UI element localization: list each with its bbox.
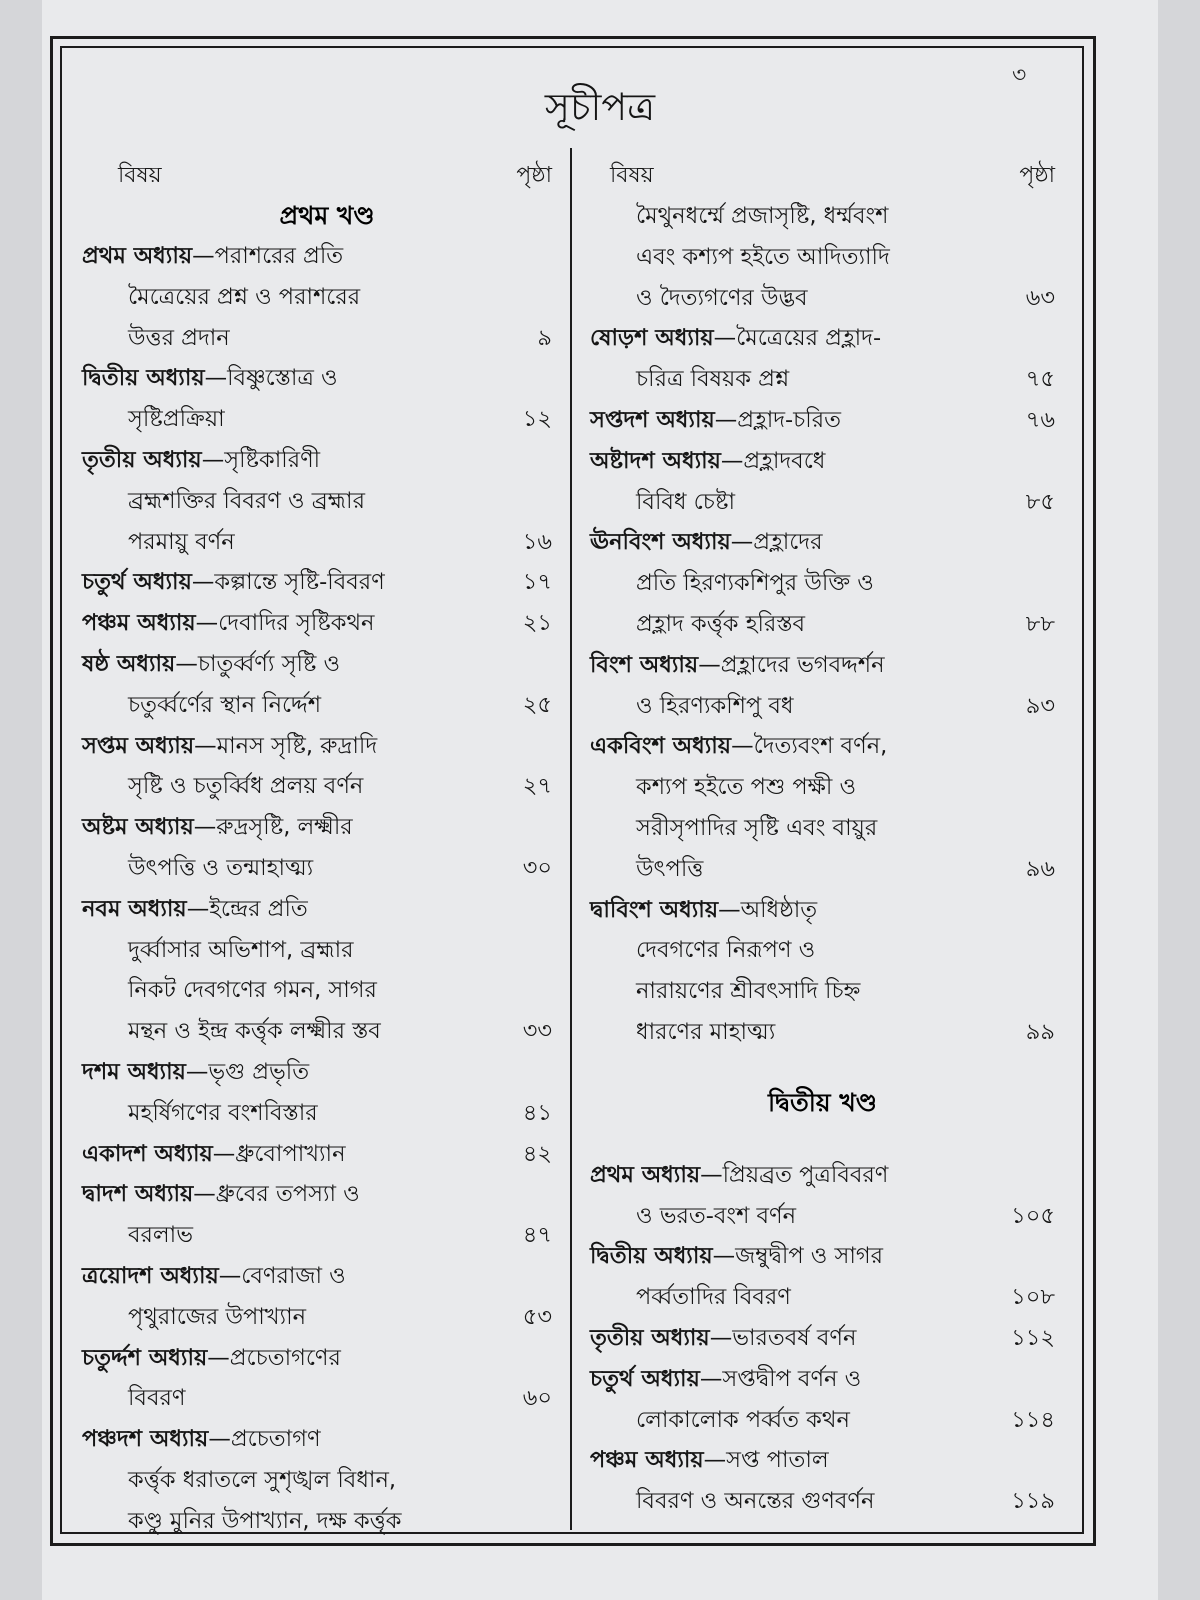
toc-entry-text — [128, 318, 230, 359]
chapter-heading: বিংশ অধ্যায় — [590, 651, 699, 678]
chapter-description: —প্রচেতাগণের — [207, 1344, 341, 1371]
toc-entry — [590, 400, 1055, 441]
toc-entry-text — [636, 604, 805, 645]
chapter-heading: চতুর্থ অধ্যায় — [590, 1365, 700, 1392]
chapter-description: চরিত্র বিষয়ক প্রশ্ন — [636, 366, 790, 393]
toc-page-number: ১২ — [522, 406, 552, 433]
toc-entry-text — [636, 1481, 874, 1522]
toc-entry — [590, 1277, 1055, 1318]
chapter-description: পরমায়ু বর্ণন — [128, 528, 235, 555]
toc-entry-text — [128, 766, 363, 807]
chapter-description: লোকালোক পর্ব্বত কথন — [636, 1406, 850, 1433]
chapter-description: —প্রহ্লাদবধে — [720, 447, 826, 474]
toc-entry-text — [636, 359, 789, 400]
toc-entry-text — [636, 1277, 791, 1318]
chapter-description: —প্রচেতাগণ — [208, 1426, 321, 1453]
toc-entry — [82, 1256, 552, 1297]
chapter-description: মৈত্রেয়ের প্রশ্ন ও পরাশরের — [128, 283, 361, 310]
toc-entry-text — [82, 358, 338, 399]
chapter-description: —ভৃগু প্রভৃতি — [185, 1058, 310, 1085]
toc-page-number: ২১ — [522, 610, 552, 637]
chapter-description: দুর্ব্বাসার অভিশাপ, ব্রহ্মার — [128, 936, 354, 963]
chapter-description: প্রহ্লাদ কর্ত্তৃক হরিস্তব — [636, 610, 806, 637]
chapter-heading: দ্বাদশ অধ্যায় — [82, 1181, 194, 1208]
toc-entry — [82, 603, 552, 644]
left-column — [82, 156, 552, 1542]
toc-entry-text — [82, 1134, 346, 1175]
toc-entry-text — [128, 685, 321, 726]
chapter-heading: চতুর্দ্দশ অধ্যায় — [82, 1344, 208, 1371]
toc-page-number: ১১৪ — [1011, 1406, 1055, 1433]
toc-page-number: ৭৬ — [1025, 406, 1055, 433]
chapter-heading: পঞ্চদশ অধ্যায় — [82, 1426, 209, 1453]
chapter-description: সৃষ্টি ও চতুর্ব্বিধ প্রলয় বর্ণন — [128, 773, 364, 800]
toc-page-number: ১১৯ — [1011, 1488, 1055, 1515]
chapter-description: উৎপত্তি — [636, 855, 704, 882]
chapter-description: —সপ্তদ্বীপ বর্ণন ও — [699, 1365, 862, 1392]
chapter-description: দেবগণের নিরূপণ ও — [636, 937, 816, 964]
chapter-description: —দৈত্যবংশ বর্ণন, — [731, 733, 888, 760]
toc-page-number: ১৬ — [522, 528, 552, 555]
page-title: সূচীপত্র — [544, 85, 656, 129]
toc-entry-text — [590, 1318, 856, 1359]
chapter-heading: সপ্তম অধ্যায় — [82, 732, 195, 759]
toc-entry-text — [128, 481, 365, 522]
chapter-description: সৃষ্টিপ্রক্রিয়া — [128, 406, 225, 433]
toc-entry-text — [128, 930, 354, 971]
toc-entry — [590, 1318, 1055, 1359]
chapter-heading: দশম অধ্যায় — [82, 1058, 186, 1085]
right-column-header — [590, 156, 1055, 196]
right-toc-list — [590, 196, 1055, 1053]
toc-entry-text — [636, 482, 735, 523]
toc-page-number: ৯ — [537, 324, 552, 351]
chapter-heading: প্রথম অধ্যায় — [590, 1161, 701, 1188]
toc-entry-text — [128, 399, 225, 440]
toc-page-number: ২৭ — [522, 773, 552, 800]
toc-entry — [82, 318, 552, 359]
toc-entry-text — [82, 1419, 321, 1460]
toc-entry-text — [590, 522, 822, 563]
toc-entry — [590, 196, 1055, 237]
toc-entry-text — [82, 726, 377, 767]
toc-entry-text — [128, 848, 313, 889]
toc-entry — [590, 726, 1055, 767]
chapter-heading: নবম অধ্যায় — [82, 895, 187, 922]
toc-entry — [82, 522, 552, 563]
chapter-description: কণ্ডু মুনির উপাখ্যান, দক্ষ কর্ত্তৃক — [128, 1507, 402, 1534]
toc-entry — [590, 930, 1055, 971]
toc-entry — [590, 1196, 1055, 1237]
chapter-description: মন্থন ও ইন্দ্র কর্ত্তৃক লক্ষ্মীর স্তব — [128, 1018, 381, 1045]
chapter-description: —বিষ্ণুস্তোত্র ও — [204, 365, 338, 392]
toc-entry — [82, 970, 552, 1011]
toc-entry-text — [636, 1196, 796, 1237]
toc-entry — [82, 930, 552, 971]
toc-entry — [82, 1501, 552, 1542]
toc-entry-text — [636, 1400, 850, 1441]
toc-entry — [82, 562, 552, 603]
toc-entry — [82, 766, 552, 807]
toc-entry — [590, 1012, 1055, 1053]
toc-entry-text — [636, 808, 877, 849]
chapter-description: চতুর্ব্বর্ণের স্থান নির্দ্দেশ — [128, 691, 322, 718]
chapter-description: —ধ্রুবোপাখ্যান — [212, 1140, 346, 1167]
toc-entry — [590, 645, 1055, 686]
toc-entry — [82, 889, 552, 930]
chapter-heading: ঊনবিংশ অধ্যায় — [590, 529, 731, 556]
toc-entry — [590, 1359, 1055, 1400]
chapter-description: ও হিরণ্যকশিপু বধ — [636, 692, 794, 719]
subject-header: বিষয় — [610, 163, 654, 188]
toc-entry-text — [636, 563, 874, 604]
column-divider — [570, 148, 572, 1530]
chapter-heading: পঞ্চম অধ্যায় — [590, 1447, 704, 1474]
toc-entry-text — [590, 890, 817, 931]
chapter-description: —সৃষ্টিকারিণী — [201, 446, 321, 473]
toc-entry-text — [128, 1215, 193, 1256]
toc-entry-text — [128, 1378, 185, 1419]
chapter-description: —প্রহ্লাদ-চরিত — [714, 406, 842, 433]
right-column — [590, 156, 1055, 1522]
chapter-heading: সপ্তদশ অধ্যায় — [590, 406, 715, 433]
toc-entry — [82, 236, 552, 277]
subject-header: বিষয় — [118, 163, 162, 188]
toc-entry — [82, 1419, 552, 1460]
toc-entry — [82, 440, 552, 481]
toc-entry-text — [636, 849, 703, 890]
toc-entry — [82, 1297, 552, 1338]
toc-entry-text — [128, 970, 377, 1011]
toc-entry-text — [636, 278, 808, 319]
toc-entry-text — [590, 645, 885, 686]
toc-entry-text — [636, 686, 794, 727]
toc-entry — [590, 1236, 1055, 1277]
toc-entry — [82, 277, 552, 318]
chapter-heading: একবিংশ অধ্যায় — [590, 733, 732, 760]
chapter-description: —কল্পান্তে সৃষ্টি-বিবরণ — [191, 569, 385, 596]
toc-entry — [82, 644, 552, 685]
toc-entry-text — [128, 1460, 396, 1501]
toc-entry — [82, 807, 552, 848]
chapter-description: কশ্যপ হইতে পশু পক্ষী ও — [636, 774, 857, 801]
toc-entry — [590, 767, 1055, 808]
chapter-description: —চাতুর্ব্বর্ণ্য সৃষ্টি ও — [175, 650, 341, 677]
toc-entry-text — [128, 1093, 318, 1134]
chapter-description: ধারণের মাহাত্ম্য — [636, 1018, 776, 1045]
chapter-description: প্রতি হিরণ্যকশিপুর উক্তি ও — [636, 570, 874, 597]
toc-entry-text — [590, 318, 881, 359]
toc-page-number: ৫৩ — [522, 1303, 552, 1330]
toc-entry — [82, 399, 552, 440]
chapter-description: বিবরণ ও অনন্তের গুণবর্ণন — [636, 1488, 875, 1515]
toc-entry — [82, 1338, 552, 1379]
chapter-heading: তৃতীয় অধ্যায় — [82, 446, 202, 473]
chapter-description: —মানস সৃষ্টি, রুদ্রাদি — [194, 732, 378, 759]
chapter-description: বিবরণ — [128, 1385, 186, 1412]
page-number: ৩ — [1012, 63, 1027, 88]
chapter-heading: ষোড়শ অধ্যায় — [590, 325, 714, 352]
toc-entry — [82, 726, 552, 767]
toc-entry-text — [128, 1011, 381, 1052]
toc-entry-text — [590, 1359, 861, 1400]
toc-entry-text — [82, 603, 375, 644]
toc-page-number: ৪৭ — [522, 1222, 552, 1249]
toc-entry-text — [636, 1012, 775, 1053]
toc-page-number: ১১২ — [1011, 1324, 1055, 1351]
toc-entry-text — [590, 726, 887, 767]
page-header: পৃষ্ঠা — [516, 163, 552, 188]
chapter-description: —ভারতবর্ষ বর্ণন — [709, 1324, 857, 1351]
chapter-heading: প্রথম অধ্যায় — [82, 243, 193, 269]
toc-page-number: ৮৫ — [1025, 488, 1055, 515]
chapter-description: ও ভরত-বংশ বর্ণন — [636, 1202, 797, 1229]
khanda-title-second: দ্বিতীয় খণ্ড — [768, 1087, 877, 1117]
toc-entry — [590, 522, 1055, 563]
toc-entry-text — [128, 1501, 402, 1542]
toc-entry — [82, 1460, 552, 1501]
page-header: পৃষ্ঠা — [1019, 163, 1055, 188]
toc-entry — [590, 318, 1055, 359]
toc-entry-text — [82, 1338, 341, 1379]
toc-entry — [590, 237, 1055, 278]
toc-entry — [82, 848, 552, 889]
toc-entry-text — [82, 1174, 360, 1215]
toc-entry — [82, 1378, 552, 1419]
toc-entry — [590, 1481, 1055, 1522]
left-column-header — [82, 156, 552, 196]
chapter-description: —সপ্ত পাতাল — [703, 1447, 829, 1474]
toc-entry-text — [590, 441, 825, 482]
chapter-description: এবং কশ্যপ হইতে আদিত্যাদি — [636, 243, 890, 270]
toc-entry-text — [128, 1297, 306, 1338]
chapter-heading: পঞ্চম অধ্যায় — [82, 610, 196, 637]
toc-entry — [82, 1093, 552, 1134]
toc-entry-text — [82, 889, 308, 930]
toc-entry — [82, 1215, 552, 1256]
toc-entry — [590, 278, 1055, 319]
toc-entry — [82, 1011, 552, 1052]
chapter-description: —প্রহ্লাদের ভগবদ্দর্শন — [698, 651, 885, 678]
toc-entry — [82, 1174, 552, 1215]
chapter-heading: দ্বিতীয় অধ্যায় — [590, 1243, 713, 1270]
toc-entry-text — [590, 1440, 829, 1481]
toc-entry-text — [82, 440, 320, 481]
toc-page-number: ১০৫ — [1011, 1202, 1055, 1229]
chapter-heading: ষষ্ঠ অধ্যায় — [82, 650, 176, 677]
toc-page-number: ৭৫ — [1025, 366, 1055, 393]
chapter-description: উত্তর প্রদান — [128, 324, 230, 351]
khanda-title-first: প্রথম খণ্ড — [279, 201, 375, 230]
toc-entry-text — [82, 807, 353, 848]
toc-entry — [82, 685, 552, 726]
toc-page-number: ২৫ — [522, 691, 552, 718]
toc-entry — [590, 359, 1055, 400]
toc-entry — [590, 441, 1055, 482]
right-toc-list-second — [590, 1155, 1055, 1522]
toc-entry-text — [590, 1155, 888, 1196]
chapter-description: নিকট দেবগণের গমন, সাগর — [128, 977, 377, 1004]
toc-entry — [590, 808, 1055, 849]
chapter-description: পর্ব্বতাদির বিবরণ — [636, 1284, 791, 1311]
toc-entry-text — [636, 930, 815, 971]
toc-entry — [82, 1134, 552, 1175]
chapter-description: পৃথুরাজের উপাখ্যান — [128, 1303, 307, 1330]
chapter-description: —প্রহ্লাদের — [730, 529, 823, 556]
toc-page-number: ১০৮ — [1011, 1284, 1055, 1311]
chapter-description: —ধ্রুবের তপস্যা ও — [193, 1181, 360, 1208]
toc-entry-text — [590, 400, 841, 441]
chapter-description: —পরাশরের প্রতি — [192, 243, 344, 269]
toc-page-number: ৯৩ — [1025, 692, 1055, 719]
toc-entry-text — [82, 644, 340, 685]
toc-entry-text — [82, 1256, 346, 1297]
chapter-description: —ইন্দ্রের প্রতি — [186, 895, 308, 922]
toc-entry-text — [82, 1052, 309, 1093]
chapter-description: —প্রিয়ব্রত পুত্রবিবরণ — [700, 1161, 889, 1188]
chapter-heading: অষ্টম অধ্যায় — [82, 814, 194, 841]
toc-entry — [590, 686, 1055, 727]
chapter-description: —বেণরাজা ও — [218, 1262, 346, 1289]
toc-entry-text — [590, 1236, 883, 1277]
chapter-heading: দ্বিতীয় অধ্যায় — [82, 365, 205, 392]
toc-entry-text — [82, 236, 343, 277]
toc-entry — [82, 1052, 552, 1093]
toc-entry — [590, 1400, 1055, 1441]
chapter-description: সরীসৃপাদির সৃষ্টি এবং বায়ুর — [636, 814, 878, 841]
chapter-description: —মৈত্রেয়ের প্রহ্লাদ- — [713, 325, 882, 352]
chapter-description: বিবিধ চেষ্টা — [636, 488, 735, 515]
chapter-heading: অষ্টাদশ অধ্যায় — [590, 447, 721, 474]
chapter-description: —জম্বুদ্বীপ ও সাগর — [712, 1243, 883, 1270]
toc-page-number: ৯৬ — [1025, 855, 1055, 882]
toc-entry — [82, 358, 552, 399]
chapter-description: কর্ত্তৃক ধরাতলে সুশৃঙ্খল বিধান, — [128, 1466, 397, 1493]
toc-entry — [82, 481, 552, 522]
chapter-description: উৎপত্তি ও তন্মাহাত্ম্য — [128, 854, 314, 881]
toc-entry-text — [128, 522, 235, 563]
chapter-heading: একাদশ অধ্যায় — [82, 1140, 213, 1167]
chapter-description: —রুদ্রসৃষ্টি, লক্ষ্মীর — [193, 814, 353, 841]
toc-entry-text — [636, 971, 860, 1012]
chapter-heading: দ্বাবিংশ অধ্যায় — [590, 896, 719, 923]
toc-page-number: ১৭ — [522, 569, 552, 596]
toc-page-number: ৬৩ — [1025, 284, 1055, 311]
chapter-description: ও দৈত্যগণের উদ্ভব — [636, 284, 808, 311]
toc-page-number: ৯৯ — [1025, 1018, 1055, 1045]
chapter-description: ব্রহ্মশক্তির বিবরণ ও ব্রহ্মার — [128, 487, 365, 514]
chapter-description: —দেবাদির সৃষ্টিকথন — [195, 610, 375, 637]
toc-page-number: ৪২ — [522, 1140, 552, 1167]
toc-entry — [590, 604, 1055, 645]
toc-entry — [590, 971, 1055, 1012]
toc-page-number: ৩০ — [522, 854, 552, 881]
toc-entry — [590, 563, 1055, 604]
left-toc-list — [82, 236, 552, 1542]
toc-page-number: ৮৮ — [1025, 610, 1055, 637]
toc-entry — [590, 890, 1055, 931]
chapter-description: বরলাভ — [128, 1222, 193, 1249]
chapter-description: মৈথুনধর্ম্মে প্রজাসৃষ্টি, ধর্ম্মবংশ — [636, 203, 889, 229]
chapter-heading: চতুর্থ অধ্যায় — [82, 569, 192, 596]
chapter-heading: তৃতীয় অধ্যায় — [590, 1324, 710, 1351]
toc-entry — [590, 1440, 1055, 1481]
toc-page-number: ৬০ — [522, 1385, 552, 1412]
chapter-description: মহর্ষিগণের বংশবিস্তার — [128, 1099, 318, 1126]
toc-page-number: ৩৩ — [522, 1018, 552, 1045]
toc-entry — [590, 1155, 1055, 1196]
chapter-description: নারায়ণের শ্রীবৎসাদি চিহ্ন — [636, 978, 861, 1005]
chapter-description: —অধিষ্ঠাতৃ — [718, 896, 818, 923]
toc-entry — [590, 849, 1055, 890]
toc-entry-text — [636, 196, 888, 237]
toc-entry — [590, 482, 1055, 523]
toc-entry-text — [82, 562, 385, 603]
chapter-heading: ত্রয়োদশ অধ্যায় — [82, 1262, 219, 1289]
toc-entry-text — [636, 767, 856, 808]
toc-page-number: ৪১ — [522, 1099, 552, 1126]
toc-entry-text — [128, 277, 360, 318]
toc-entry-text — [636, 237, 890, 278]
